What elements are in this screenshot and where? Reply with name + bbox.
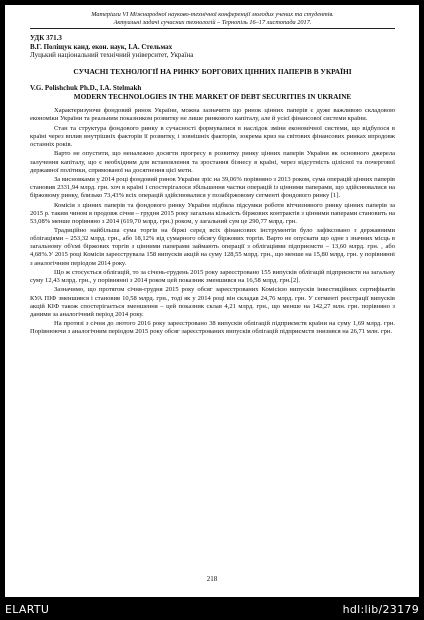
handle-id: hdl:lib/23179 (342, 603, 419, 616)
page-number: 218 (206, 575, 218, 583)
title-ua: СУЧАСНІ ТЕХНОЛОГІЇ НА РИНКУ БОРГОВИХ ЦІННИХ ПАПЕРІВ В УКРАЇНІ (73, 66, 352, 76)
paragraph: Традиційно найбільша сума торгів на біржі серед всіх фінансових інструментів було зафіксовано з державними облігаціями – 253,32 млрд. грн., або 18,12% від сумарного обсягу біржових торгів. Варто не опускати що одне з значних місць в загальному об'ємі біржових торгів з цінними паперами займають операції з облігаціями підприємств – 13,60 млрд. грн. , або 4,68%.У 2015 році Комісія зареєструвала 158 випусків акцій на суму 128,55 млрд. грн., що менше на 15,80 млрд. грн. у порівнянні з аналогічним періодом 2014 року. (30, 227, 395, 267)
paragraph: Варто не опустити, що неналежно досягти прогресу в розвитку ринку цінних паперів України як основного джерела залучення капіталу, що є необхідним для встановлення та зростання бізнесу в країні, через відсутність цілісної та почергової державної політики, спрямованої на досягнення цієї мети. (30, 150, 395, 174)
body-text (30, 107, 395, 336)
document-page (5, 5, 419, 597)
paragraph: Стан та структура фондового ринку в сучасності формувалися в наслідок зміни економічної системи, що відбулося в країні через вплив внутрішніх факторів її розвитку, і зовнішніх факторів, зокрема криз на світових фінансових ринках впродовж останніх років. (30, 124, 395, 149)
paragraph: За висновками у 2014 році фондовий ринок України зріс на 39,06% порівняно з 2013 роком, сума операцій цінних паперів становив 2331,94 млрд. грн. хоч в країні і спостерігалося збільшення частки операцій із цінними паперами, що здійснювалися на біржовому ринку, близько 73,43% всіх операцій здійснювалися у позабіржовому сегменті фондового ринку [1]. (30, 176, 395, 200)
paragraph: Характеризуючи фондовий ринок України, можна зазначити що ринок цінних паперів є дуже важливою складовою економіки України та реальним показником розвитку не лише ринкового капіталу, але й усієї фінансової системи країни. (30, 107, 395, 123)
paragraph: Що ж стосується облігацій, то за січень-грудень 2015 року зареєстровано 155 випусків облігацій підприємств на загальну суму 12,43 млрд. грн., у порівнянні з 2014 роком цей показник зменшився на 16,58 млрд. грн.[2]. (30, 268, 395, 285)
authors-en: V.G. Polishchuk Ph.D., I.A. Stelmakh (30, 84, 142, 93)
header-divider (30, 28, 395, 29)
university: Луцький національний технічний університет, Україна (30, 51, 194, 60)
authors-ua: В.Г. Поліщук канд. екон. наук, І.А. Стельмах (30, 42, 173, 51)
title-en: MODERN TECHNOLOGIES IN THE MARKET OF DEBT SECURITIES IN UKRAINE (73, 92, 352, 101)
paragraph: Зазначимо, що протягом січня-грудня 2015 року обсяг зареєстрованих Комісією випусків інвестиційних сертифікатів КУА ПІФ зменшився і становив 10,58 млрд. грн., тоді як у 2014 році він складав 24,76 млрд. грн. У сегменті реєстрації випусків акцій КІФ також спостерігається зменшення – цей показник склав 4,21 млрд. грн., що менше на 142,27 млн. грн. порівняно з даними за аналогічний період 2014 року. (30, 286, 395, 318)
repository-name: ELARTU (5, 603, 50, 616)
repository-footer (0, 597, 424, 620)
paragraph: Комісія з цінних паперів та фондового ринку України підбила підсумки роботи вітчизняного ринку цінних паперів за 2015 р. таким чином в продовж січня – грудня 2015 року загальна кількість біржових контрактів з цінними паперами становить на 53,08% менше порівняно з 2014 (619,70 млрд. грн.) роком, у загальний сум це 290,77 млрд. грн. (30, 201, 395, 225)
conference-header-line1: Матеріали VI Міжнародної науково-технічної конференції молодих учених та студентів. (91, 11, 334, 18)
conference-header-line2: Актуальні задачі сучасних технологій – Тернопіль 16–17 листопада 2017. (113, 19, 312, 26)
paragraph: На протязі з січня до лютого 2016 року зареєстровано 38 випусків облігацій підприємств країни на суму 1,69 млрд. грн. Порівнюючи з аналогічним періодом 2015 року обсяг зареєстрованих випусків облігацій підприємств знизився на 26,71 млн. грн. (30, 320, 395, 336)
udk-code: УДК 371.3 (30, 34, 62, 42)
page-content (30, 11, 395, 338)
